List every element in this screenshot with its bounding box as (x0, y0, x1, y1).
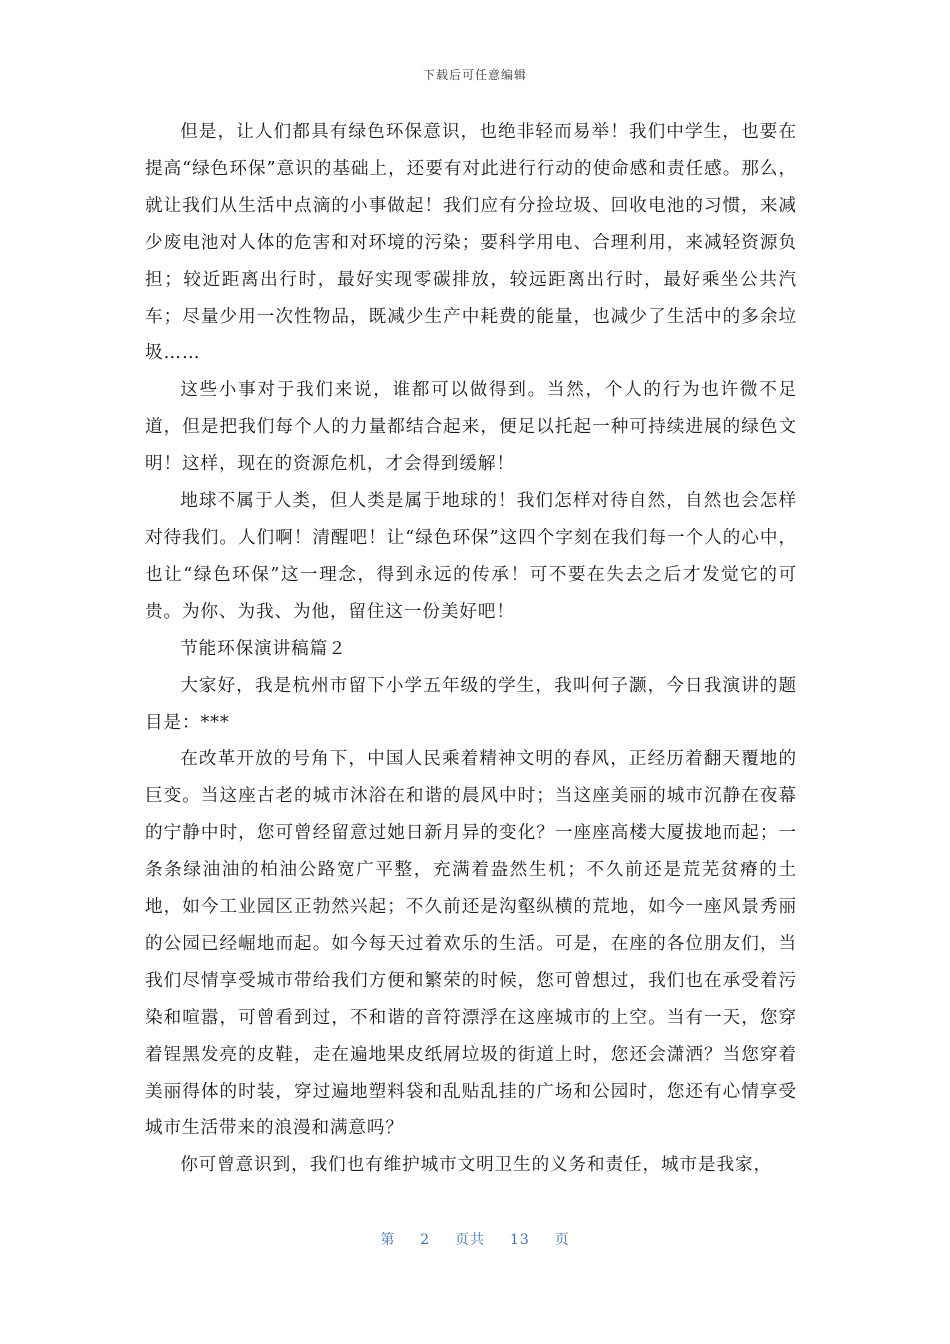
header-note: 下载后可任意编辑 (422, 68, 527, 82)
paragraph: 你可曾意识到，我们也有维护城市文明卫生的义务和责任，城市是我家， (180, 1155, 772, 1176)
document-body (145, 114, 797, 1184)
page-label-suffix: 页 (554, 1232, 570, 1248)
paragraph: 地球不属于人类，但人类是属于地球的！我们怎样对待自然，自然也会怎样对待我们。人们啊！清醒吧！让“绿色环保”这四个字刻在我们每一个人的心中，也让“绿色环保”这一理念，得到永远的传承！可不要在失去之后才发觉它的可贵。为你、为我、为他，留住这一份美好吧！ (145, 491, 797, 622)
paragraph: 这些小事对于我们来说，谁都可以做得到。当然，个人的行为也许微不足道，但是把我们每个人的力量都结合起来，便足以托起一种可持续进展的绿色文明！这样，现在的资源危机，才会得到缓解！ (145, 380, 797, 475)
page-label-mid: 页共 (455, 1232, 486, 1248)
paragraph: 在改革开放的号角下，中国人民乘着精神文明的春风，正经历着翻天覆地的巨变。当这座古老的城市沐浴在和谐的晨风中时；当这座美丽的城市沉静在夜幕的宁静中时，您可曾经留意过她日新月异的变化？一座座高楼大厦拔地而起；一条条绿油油的柏油公路宽广平整，充满着盎然生机；不久前还是荒芜贫瘠的土地，如今工业园区正勃然兴起；不久前还是沟壑纵横的荒地，如今一座风景秀丽的公园已经崛地而起。如今每天过着欢乐的生活。可是，在座的各位朋友们，当我们尽情享受城市带给我们方便和繁荣的时候，您可曾想过，我们也在承受着污染和喧嚣，可曾看到过，不和谐的音符漂浮在这座城市的上空。当有一天，您穿着锃黑发亮的皮鞋，走在遍地果皮纸屑垃圾的街道上时，您还会潇洒？当您穿着美丽得体的时装，穿过遍地塑料袋和乱贴乱挂的广场和公园时，您还有心情享受城市生活带来的浪漫和满意吗？ (145, 749, 797, 1139)
paragraph: 大家好，我是杭州市留下小学五年级的学生，我叫何子灏，今日我演讲的题目是：*** (145, 675, 797, 733)
total-pages-number: 13 (509, 1232, 530, 1248)
paragraph: 但是，让人们都具有绿色环保意识，也绝非轻而易举！我们中学生，也要在提高“绿色环保”意识的基础上，还要有对此进行行动的使命感和责任感。那么，就让我们从生活中点滴的小事做起！我们应有分捡垃圾、回收电池的习惯，来减少废电池对人体的危害和对环境的污染；要科学用电、合理利用，来减轻资源负担；较近距离出行时，最好实现零碳排放，较远距离出行时，最好乘坐公共汽车；尽量少用一次性物品，既减少生产中耗费的能量，也减少了生活中的多余垃圾…… (145, 122, 797, 364)
page-label-prefix: 第 (380, 1232, 396, 1248)
current-page-number: 2 (420, 1232, 431, 1248)
section-heading: 节能环保演讲稿篇２ (180, 638, 347, 659)
page-footer (0, 1229, 950, 1249)
